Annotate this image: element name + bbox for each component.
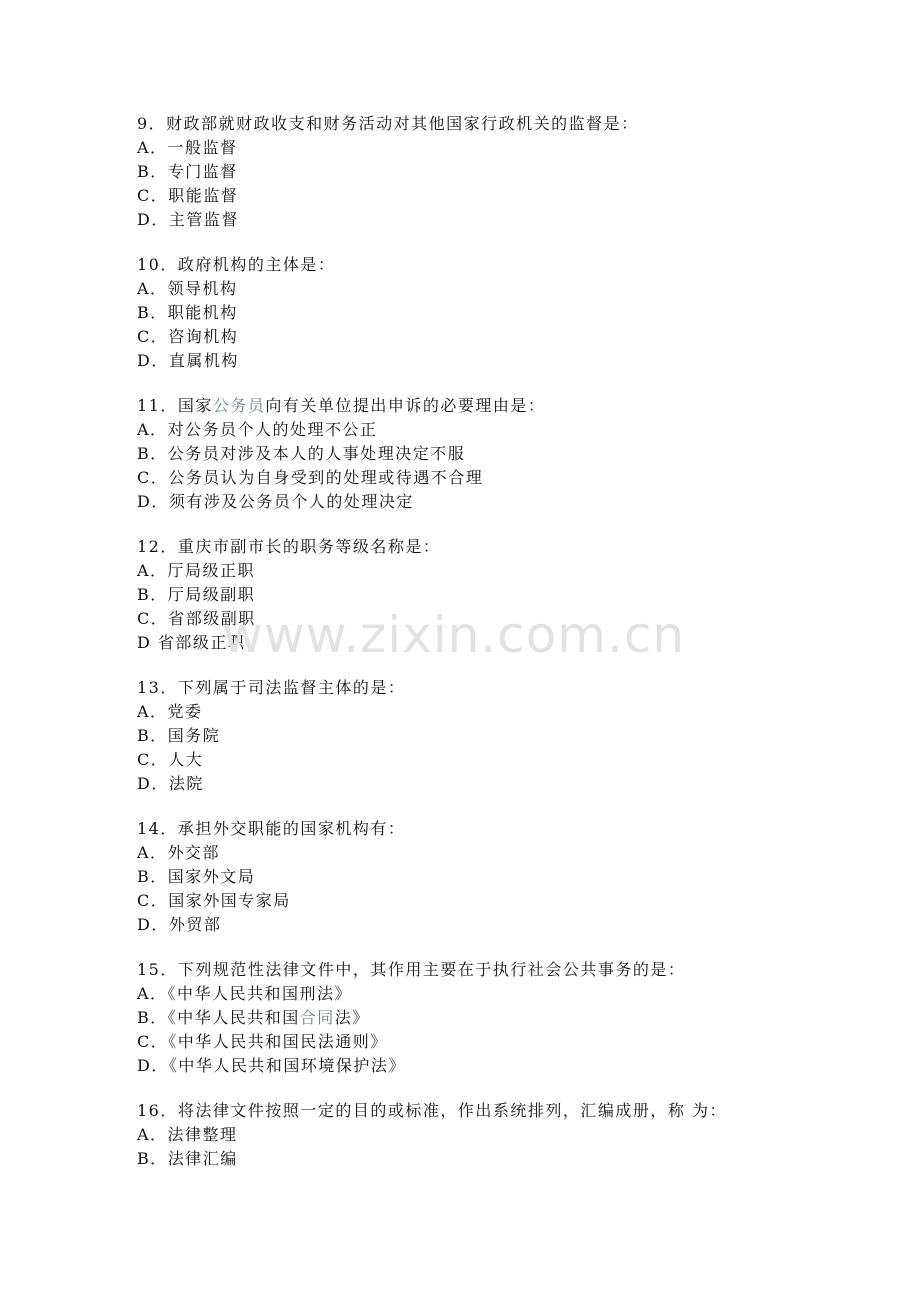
text-segment: B．职能机构 — [137, 303, 238, 322]
text-segment: C．咨询机构 — [137, 327, 239, 346]
text-segment: A．法律整理 — [137, 1125, 238, 1144]
text-segment: C．职能监督 — [137, 186, 239, 205]
text-segment: B．专门监督 — [137, 162, 238, 181]
text-segment: C．《中华人民共和国民法通则》 — [137, 1032, 388, 1051]
text-segment: D．《中华人民共和国环境保护法》 — [137, 1056, 406, 1075]
text-segment: A．厅局级正职 — [137, 561, 256, 580]
answer-option — [137, 631, 877, 655]
text-segment: A．对公务员个人的处理不公正 — [137, 420, 378, 439]
text-segment: 15．下列规范性法律文件中，其作用主要在于执行社会公共事务的是： — [137, 960, 686, 979]
answer-option — [137, 913, 877, 937]
question-stem — [137, 535, 877, 559]
answer-option — [137, 982, 877, 1006]
question-block — [137, 676, 877, 796]
question-block — [137, 817, 877, 937]
text-segment: B．国务院 — [137, 726, 221, 745]
text-segment: D．须有涉及公务员个人的处理决定 — [137, 492, 414, 511]
text-segment: C．人大 — [137, 750, 204, 769]
answer-option — [137, 1054, 877, 1078]
text-segment: C．国家外国专家局 — [137, 891, 291, 910]
answer-option — [137, 301, 877, 325]
text-segment: 13．下列属于司法监督主体的是： — [137, 678, 406, 697]
question-stem — [137, 112, 877, 136]
answer-option — [137, 1030, 877, 1054]
text-segment: C．省部级副职 — [137, 609, 256, 628]
answer-option — [137, 442, 877, 466]
text-segment: D．外贸部 — [137, 915, 222, 934]
text-segment: A．党委 — [137, 702, 203, 721]
text-segment: 12．重庆市副市长的职务等级名称是： — [137, 537, 441, 556]
answer-option — [137, 136, 877, 160]
question-block — [137, 112, 877, 232]
text-segment: B．法律汇编 — [137, 1149, 238, 1168]
question-stem — [137, 1099, 877, 1123]
text-segment: 向有关单位提出申诉的必要理由是： — [265, 396, 546, 415]
text-segment: B．公务员对涉及本人的人事处理决定不服 — [137, 444, 466, 463]
answer-option — [137, 490, 877, 514]
question-list — [137, 112, 877, 1192]
question-block — [137, 1099, 877, 1171]
highlighted-text: 公务员 — [212, 396, 266, 415]
text-segment: D．直属机构 — [137, 351, 239, 370]
question-block — [137, 958, 877, 1078]
question-stem — [137, 676, 877, 700]
answer-option — [137, 748, 877, 772]
answer-option — [137, 325, 877, 349]
text-segment: C．公务员认为自身受到的处理或待遇不合理 — [137, 468, 484, 487]
answer-option — [137, 277, 877, 301]
text-segment: B．《中华人民共和国 — [137, 1008, 300, 1027]
text-segment: 11．国家 — [137, 396, 213, 415]
answer-option — [137, 466, 877, 490]
answer-option — [137, 841, 877, 865]
highlighted-text: 合同 — [299, 1008, 335, 1027]
answer-option — [137, 583, 877, 607]
text-segment: 14．承担外交职能的国家机构有： — [137, 819, 406, 838]
text-segment: 法》 — [334, 1008, 370, 1027]
text-segment: D．主管监督 — [137, 210, 239, 229]
question-block — [137, 394, 877, 514]
answer-option — [137, 349, 877, 373]
question-stem — [137, 253, 877, 277]
answer-option — [137, 160, 877, 184]
answer-option — [137, 418, 877, 442]
question-stem — [137, 394, 877, 418]
answer-option — [137, 1147, 877, 1171]
text-segment: 10．政府机构的主体是： — [137, 255, 336, 274]
text-segment: B．厅局级副职 — [137, 585, 256, 604]
answer-option — [137, 184, 877, 208]
answer-option — [137, 865, 877, 889]
watermark: www.zixin.com.cn — [222, 606, 686, 664]
answer-option — [137, 724, 877, 748]
text-segment: A．领导机构 — [137, 279, 238, 298]
question-stem — [137, 958, 877, 982]
text-segment: D 省部级正职 — [137, 633, 246, 652]
answer-option — [137, 559, 877, 583]
question-block — [137, 253, 877, 373]
text-segment: 9．财政部就财政收支和财务活动对其他国家行政机关的监督是： — [137, 114, 639, 133]
answer-option — [137, 1123, 877, 1147]
question-stem — [137, 817, 877, 841]
answer-option — [137, 1006, 877, 1030]
answer-option — [137, 700, 877, 724]
text-segment: A．《中华人民共和国刑法》 — [137, 984, 353, 1003]
text-segment: D．法院 — [137, 774, 204, 793]
answer-option — [137, 607, 877, 631]
text-segment: A．一般监督 — [137, 138, 238, 157]
question-block — [137, 535, 877, 655]
text-segment: 16．将法律文件按照一定的目的或标准，作出系统排列，汇编成册，称 为： — [137, 1101, 727, 1120]
text-segment: A．外交部 — [137, 843, 221, 862]
text-segment: B．国家外文局 — [137, 867, 256, 886]
answer-option — [137, 772, 877, 796]
answer-option — [137, 889, 877, 913]
answer-option — [137, 208, 877, 232]
